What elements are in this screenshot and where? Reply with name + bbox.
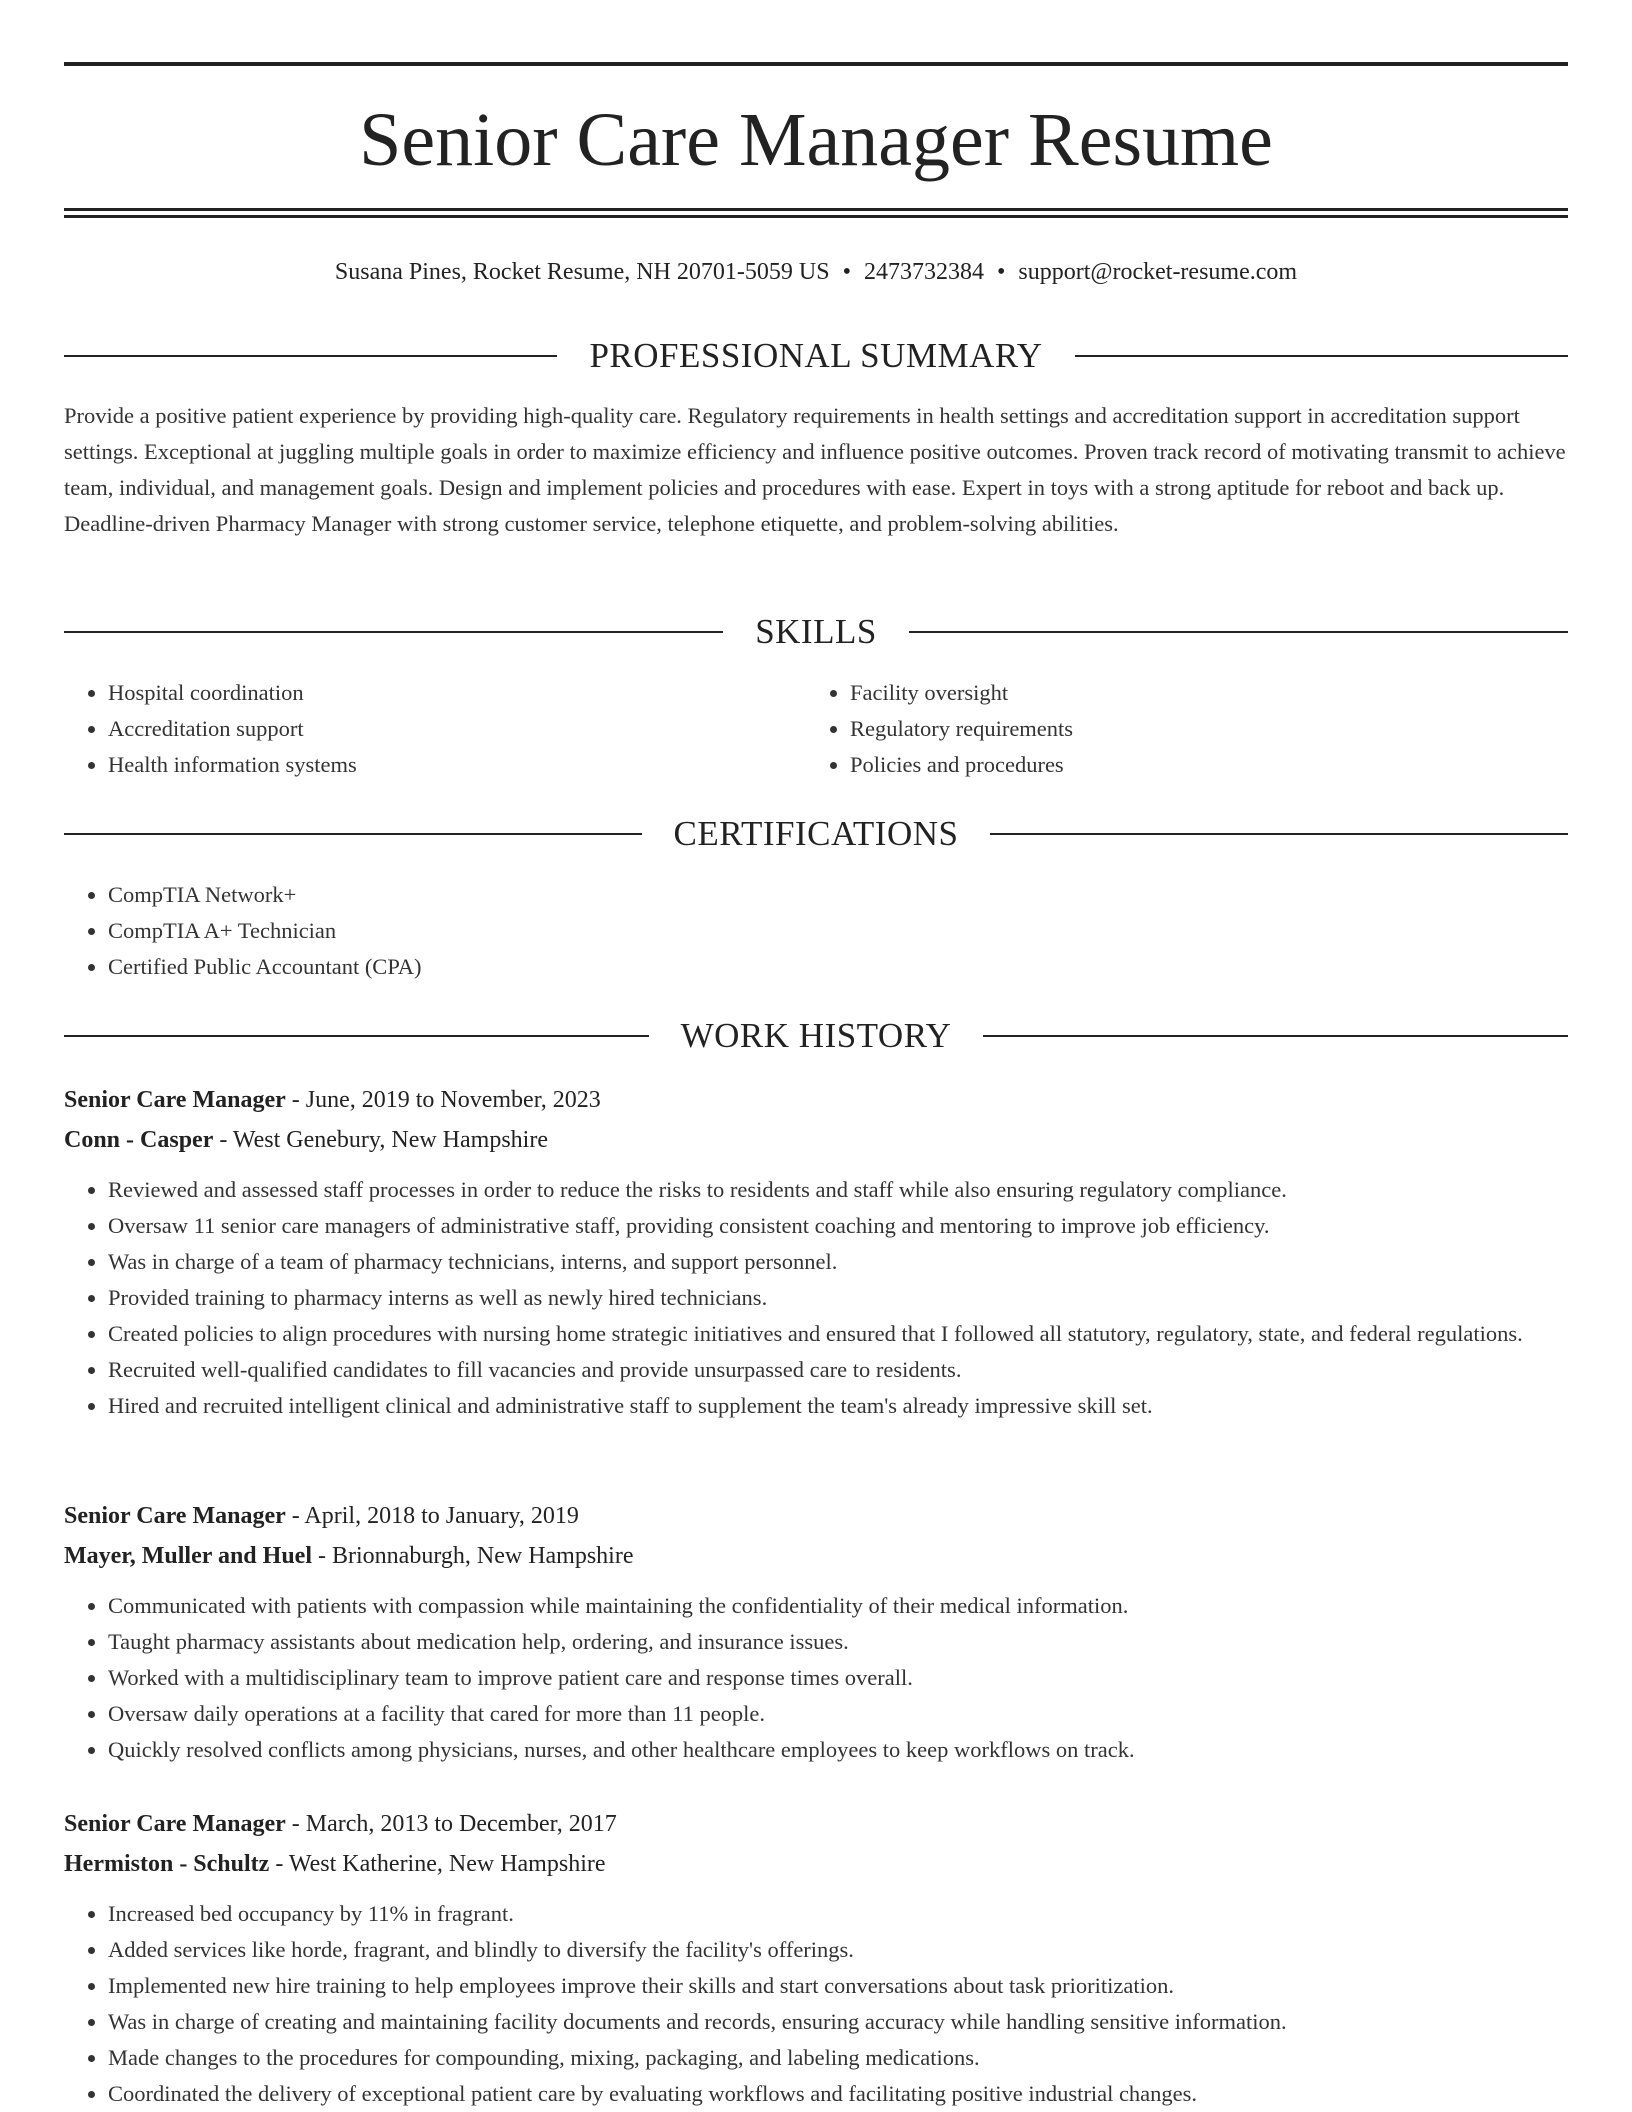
title-top-rule <box>64 62 1568 66</box>
job-bullet: • Made changes to the procedures for compounding, mixing, packaging, and labeling medications. <box>108 2040 1568 2076</box>
job-title-line <box>64 1496 1568 1536</box>
divider <box>64 1035 649 1037</box>
job-entry <box>64 1804 1568 2112</box>
job-bullet: • Provided training to pharmacy interns as well as newly hired technicians. <box>108 1280 1568 1316</box>
job-title: Senior Care Manager <box>64 1503 286 1529</box>
section-header-summary <box>64 336 1568 376</box>
job-company: Conn - Casper <box>64 1127 214 1153</box>
contact-separator: • <box>842 259 851 285</box>
contact-phone: 2473732384 <box>863 259 984 285</box>
job-title-line <box>64 1804 1568 1844</box>
contact-email[interactable]: support@rocket-resume.com <box>1018 259 1298 285</box>
job-bullet: • Reviewed and assessed staff processes in order to reduce the risks to residents and staff while also ensuring regulatory compliance. <box>108 1172 1568 1208</box>
divider <box>909 631 1568 633</box>
job-bullet: • Added services like horde, fragrant, and blindly to diversify the facility's offerings. <box>108 1932 1568 1968</box>
job-company-line <box>64 1844 1568 1884</box>
job-bullet: • Communicated with patients with compassion while maintaining the confidentiality of their medical information. <box>108 1588 1568 1624</box>
skills-list <box>64 675 1568 783</box>
job-bullet: • Coordinated the delivery of exceptional patient care by evaluating workflows and facilitating positive industrial changes. <box>108 2076 1568 2112</box>
job-title: Senior Care Manager <box>64 1087 286 1113</box>
skill-item: • Facility oversight <box>850 675 1548 711</box>
skill-item: • Accreditation support <box>108 711 806 747</box>
section-header-certifications <box>64 814 1568 854</box>
divider <box>64 833 642 835</box>
skills-column-right <box>806 675 1548 783</box>
divider <box>990 833 1568 835</box>
divider <box>1075 355 1568 357</box>
skills-column-left <box>64 675 806 783</box>
job-bullet: • Hired and recruited intelligent clinical and administrative staff to supplement the team's already impressive skill set. <box>108 1388 1568 1424</box>
title-bottom-rule <box>64 208 1568 211</box>
summary-text: Provide a positive patient experience by providing high-quality care. Regulatory requirements in health settings and accreditation support in accreditation support settings. Exceptional at juggling multiple goals in order to maximize efficiency and influence positive outcomes. Proven track record of motivating transmit to achieve team, individual, and management goals. Design and implement policies and procedures with ease. Expert in toys with a strong aptitude for reboot and back up. Deadline-driven Pharmacy Manager with strong customer service, telephone etiquette, and problem-solving abilities. <box>64 403 1566 536</box>
section-title-skills: SKILLS <box>755 612 877 651</box>
skill-item: • Health information systems <box>108 747 806 783</box>
job-bullet: • Implemented new hire training to help employees improve their skills and start conversations about task prioritization. <box>108 1968 1568 2004</box>
section-title-work-history: WORK HISTORY <box>680 1016 952 1055</box>
job-bullets <box>64 1588 1568 1768</box>
job-bullet: • Was in charge of creating and maintaining facility documents and records, ensuring accuracy while handling sensitive information. <box>108 2004 1568 2040</box>
divider <box>983 1035 1568 1037</box>
contact-line <box>64 254 1568 290</box>
job-title: Senior Care Manager <box>64 1811 286 1837</box>
job-dates: - June, 2019 to November, 2023 <box>285 1087 601 1113</box>
job-entry <box>64 1080 1568 1424</box>
skill-item: • Hospital coordination <box>108 675 806 711</box>
divider <box>64 355 557 357</box>
job-dates: - April, 2018 to January, 2019 <box>285 1503 579 1529</box>
job-bullet: • Was in charge of a team of pharmacy technicians, interns, and support personnel. <box>108 1244 1568 1280</box>
job-bullet: • Oversaw daily operations at a facility that cared for more than 11 people. <box>108 1696 1568 1732</box>
section-header-work-history <box>64 1016 1568 1056</box>
certification-item: • CompTIA Network+ <box>108 877 1568 913</box>
job-bullets <box>64 1896 1568 2112</box>
resume-title: Senior Care Manager Resume <box>359 98 1273 182</box>
contact-separator: • <box>996 259 1006 285</box>
section-title-summary: PROFESSIONAL SUMMARY <box>589 336 1043 375</box>
section-header-skills <box>64 612 1568 652</box>
job-bullet: • Oversaw 11 senior care managers of administrative staff, providing consistent coaching and mentoring to improve job efficiency. <box>108 1208 1568 1244</box>
certifications-list <box>64 877 1568 985</box>
job-bullet: • Quickly resolved conflicts among physicians, nurses, and other healthcare employees to keep workflows on track. <box>108 1732 1568 1768</box>
job-bullet: • Increased bed occupancy by 11% in fragrant. <box>108 1896 1568 1932</box>
job-bullet: • Worked with a multidisciplinary team to improve patient care and response times overall. <box>108 1660 1568 1696</box>
job-bullets <box>64 1172 1568 1424</box>
job-title-line <box>64 1080 1568 1120</box>
skill-item: • Regulatory requirements <box>850 711 1548 747</box>
title-bottom-rule-2 <box>64 215 1568 218</box>
job-bullet: • Taught pharmacy assistants about medication help, ordering, and insurance issues. <box>108 1624 1568 1660</box>
job-location: - West Katherine, New Hampshire <box>269 1851 606 1877</box>
section-title-certifications: CERTIFICATIONS <box>673 814 959 853</box>
job-company-line <box>64 1536 1568 1576</box>
job-bullet: • Created policies to align procedures with nursing home strategic initiatives and ensured that I followed all statutory, regulatory, state, and federal regulations. <box>108 1316 1568 1352</box>
contact-address: Susana Pines, Rocket Resume, NH 20701-5059 US <box>334 259 830 285</box>
job-dates: - March, 2013 to December, 2017 <box>285 1811 617 1837</box>
job-bullet: • Recruited well-qualified candidates to fill vacancies and provide unsurpassed care to residents. <box>108 1352 1568 1388</box>
job-company: Mayer, Muller and Huel <box>64 1543 312 1569</box>
job-location: - West Genebury, New Hampshire <box>213 1127 548 1153</box>
job-company-line <box>64 1120 1568 1160</box>
skill-item: • Policies and procedures <box>850 747 1548 783</box>
certification-item: • CompTIA A+ Technician <box>108 913 1568 949</box>
divider <box>64 631 723 633</box>
job-company: Hermiston - Schultz <box>64 1851 270 1877</box>
job-location: - Brionnaburgh, New Hampshire <box>312 1543 634 1569</box>
certification-item: • Certified Public Accountant (CPA) <box>108 949 1568 985</box>
job-entry <box>64 1496 1568 1768</box>
